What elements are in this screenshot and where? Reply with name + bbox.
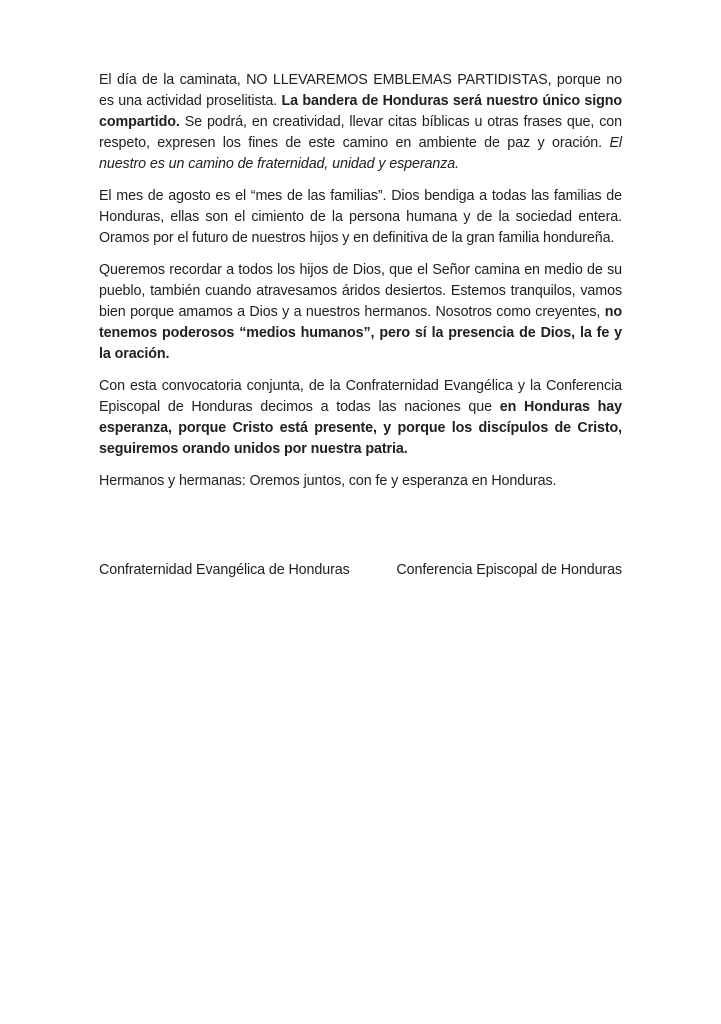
- text-run: Con esta convocatoria conjunta, de la Confraternidad Evangélica y la Conferencia Episcopal de Honduras decimos a todas las naciones que: [99, 378, 622, 415]
- text-run: Se podrá, en creatividad, llevar citas bíblicas u otras frases que, con respeto, expresen los fines de este camino en ambiente de paz y oración.: [99, 114, 622, 151]
- signature-left: Confraternidad Evangélica de Honduras: [99, 562, 350, 578]
- text-run: El nuestro es un camino de fraternidad, unidad y esperanza.: [99, 135, 622, 172]
- text-run: Hermanos y hermanas: Oremos juntos, con fe y esperanza en Honduras.: [99, 473, 557, 489]
- paragraph-2: [99, 186, 622, 249]
- paragraph-1: [99, 70, 622, 175]
- text-run: La bandera de Honduras será nuestro único signo compartido.: [99, 93, 623, 130]
- text-run: El mes de agosto es el “mes de las familias”. Dios bendiga a todas las familias de Honduras, ellas son el cimiento de la persona humana y de la sociedad entera. Oramos por el futuro de nuestros hijos y en definitiva de la gran familia hondureña.: [99, 188, 622, 246]
- text-run: El día de la caminata, NO LLEVAREMOS EMBLEMAS PARTIDISTAS, porque no es una actividad proselitista.: [99, 72, 622, 109]
- document-body: [99, 70, 622, 581]
- paragraph-3: [99, 260, 622, 365]
- text-run: en Honduras hay esperanza, porque Cristo está presente, y porque los discípulos de Cristo, seguiremos orando unidos por nuestra patria.: [99, 399, 622, 457]
- signature-right: Conferencia Episcopal de Honduras: [396, 562, 622, 578]
- paragraph-4: [99, 376, 622, 460]
- text-run: no tenemos poderosos “medios humanos”, pero sí la presencia de Dios, la fe y la oración.: [99, 304, 622, 362]
- paragraph-5: [99, 471, 622, 492]
- signature-row: [99, 560, 622, 581]
- paragraph-container: [99, 70, 622, 492]
- text-run: Queremos recordar a todos los hijos de Dios, que el Señor camina en medio de su pueblo, también cuando atravesamos áridos desiertos. Estemos tranquilos, vamos bien porque amamos a Dios y a nuestros hermanos. Nosotros como creyentes,: [99, 262, 622, 320]
